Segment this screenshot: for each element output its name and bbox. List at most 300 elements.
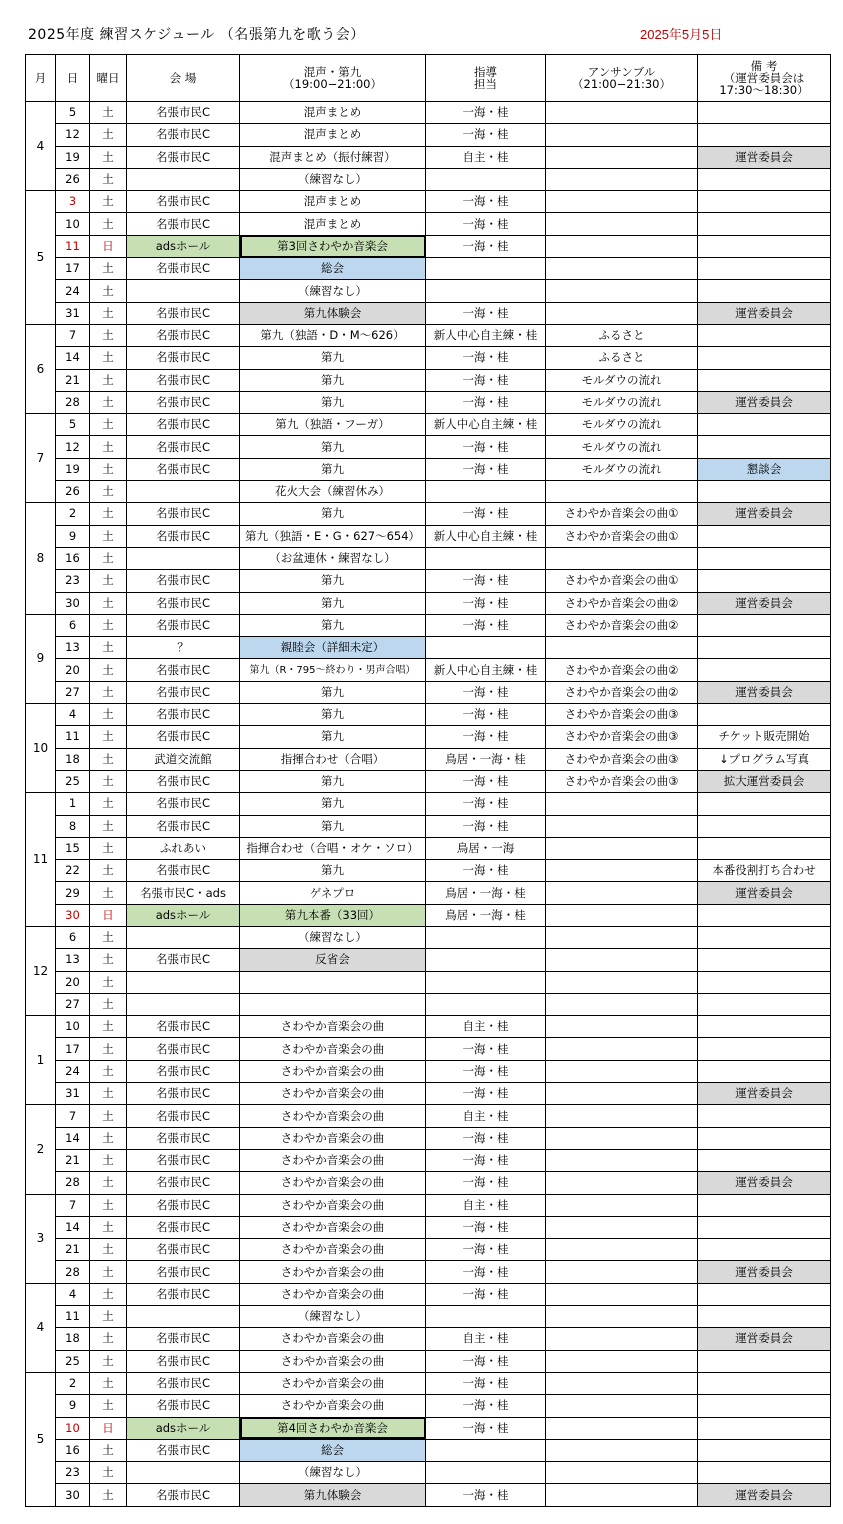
venue-cell (127, 993, 240, 1015)
weekday-cell: 土 (90, 1306, 127, 1328)
instructor-cell: 一海・桂 (426, 570, 546, 592)
notes-cell: 運営委員会 (698, 1261, 831, 1283)
practice-cell: 反省会 (240, 949, 426, 971)
instructor-cell: 一海・桂 (426, 302, 546, 324)
day-cell: 7 (56, 1105, 90, 1127)
day-cell: 12 (56, 124, 90, 146)
instructor-cell: 一海・桂 (426, 1216, 546, 1238)
notes-cell: 運営委員会 (698, 592, 831, 614)
ensemble-cell (546, 926, 698, 948)
practice-cell: （練習なし） (240, 926, 426, 948)
day-cell: 15 (56, 837, 90, 859)
venue-cell: 名張市民C (127, 1083, 240, 1105)
table-row (26, 458, 831, 480)
practice-cell: 総会 (240, 258, 426, 280)
day-cell: 16 (56, 1439, 90, 1461)
instructor-cell: 一海・桂 (426, 614, 546, 636)
notes-cell: 運営委員会 (698, 302, 831, 324)
practice-cell: 第九 (240, 503, 426, 525)
notes-cell (698, 481, 831, 503)
table-row (26, 146, 831, 168)
table-row (26, 748, 831, 770)
ensemble-cell (546, 124, 698, 146)
instructor-cell: 一海・桂 (426, 770, 546, 792)
day-cell: 10 (56, 213, 90, 235)
table-row (26, 949, 831, 971)
practice-cell: 第九（独語・フーガ） (240, 414, 426, 436)
weekday-cell: 土 (90, 1328, 127, 1350)
ensemble-cell: ふるさと (546, 347, 698, 369)
notes-cell: 懇談会 (698, 458, 831, 480)
notes-cell: 運営委員会 (698, 1328, 831, 1350)
notes-cell (698, 235, 831, 257)
notes-cell (698, 1149, 831, 1171)
day-cell: 2 (56, 503, 90, 525)
venue-cell: 名張市民C (127, 258, 240, 280)
venue-cell (127, 280, 240, 302)
ensemble-cell (546, 1462, 698, 1484)
weekday-cell: 土 (90, 1261, 127, 1283)
notes-cell (698, 570, 831, 592)
table-row (26, 1149, 831, 1171)
day-cell: 13 (56, 949, 90, 971)
notes-cell: 本番役割打ち合わせ (698, 860, 831, 882)
weekday-cell: 土 (90, 726, 127, 748)
schedule-table (25, 54, 831, 1507)
ensemble-cell (546, 302, 698, 324)
ensemble-cell (546, 1395, 698, 1417)
ensemble-cell (546, 1350, 698, 1372)
table-row (26, 1372, 831, 1394)
weekday-cell: 土 (90, 1149, 127, 1171)
ensemble-cell: さわやか音楽会の曲① (546, 525, 698, 547)
venue-cell: 名張市民C (127, 458, 240, 480)
day-cell: 17 (56, 1038, 90, 1060)
ensemble-cell (546, 280, 698, 302)
practice-cell: さわやか音楽会の曲 (240, 1239, 426, 1261)
table-row (26, 168, 831, 190)
notes-cell (698, 815, 831, 837)
venue-cell: 名張市民C (127, 1283, 240, 1305)
table-row (26, 1395, 831, 1417)
practice-cell: 指揮合わせ（合唱） (240, 748, 426, 770)
day-cell: 19 (56, 458, 90, 480)
instructor-cell: 一海・桂 (426, 347, 546, 369)
table-row (26, 503, 831, 525)
practice-cell: さわやか音楽会の曲 (240, 1395, 426, 1417)
month-cell: 12 (26, 926, 56, 1015)
day-cell: 5 (56, 102, 90, 124)
practice-cell: 第九 (240, 369, 426, 391)
instructor-cell: 一海・桂 (426, 1172, 546, 1194)
ensemble-cell (546, 1239, 698, 1261)
practice-cell: さわやか音楽会の曲 (240, 1350, 426, 1372)
instructor-cell: 一海・桂 (426, 1372, 546, 1394)
venue-cell: 名張市民C (127, 949, 240, 971)
day-cell: 21 (56, 1149, 90, 1171)
notes-cell: 運営委員会 (698, 882, 831, 904)
day-cell: 4 (56, 704, 90, 726)
instructor-cell: 一海・桂 (426, 1239, 546, 1261)
practice-cell: （練習なし） (240, 168, 426, 190)
venue-cell (127, 168, 240, 190)
notes-cell (698, 614, 831, 636)
header-notes: 備 考 （運営委員会は 17:30〜18:30） (698, 55, 831, 102)
ensemble-cell (546, 1216, 698, 1238)
instructor-cell: 自主・桂 (426, 1194, 546, 1216)
instructor-cell: 一海・桂 (426, 1083, 546, 1105)
notes-cell (698, 102, 831, 124)
notes-cell: 運営委員会 (698, 681, 831, 703)
month-cell: 8 (26, 503, 56, 614)
weekday-cell: 土 (90, 1484, 127, 1506)
day-cell: 14 (56, 1127, 90, 1149)
ensemble-cell: さわやか音楽会の曲③ (546, 770, 698, 792)
table-row (26, 1016, 831, 1038)
instructor-cell: 一海・桂 (426, 1395, 546, 1417)
venue-cell: 名張市民C (127, 1016, 240, 1038)
notes-cell (698, 414, 831, 436)
weekday-cell: 土 (90, 926, 127, 948)
venue-cell: 名張市民C (127, 726, 240, 748)
day-cell: 7 (56, 324, 90, 346)
instructor-cell: 一海・桂 (426, 1149, 546, 1171)
notes-cell: 拡大運営委員会 (698, 770, 831, 792)
practice-cell: さわやか音楽会の曲 (240, 1283, 426, 1305)
weekday-cell: 土 (90, 1462, 127, 1484)
table-row (26, 637, 831, 659)
weekday-cell: 土 (90, 168, 127, 190)
weekday-cell: 土 (90, 1216, 127, 1238)
instructor-cell: 自主・桂 (426, 1328, 546, 1350)
notes-cell (698, 1038, 831, 1060)
practice-cell: 混声まとめ (240, 102, 426, 124)
table-row (26, 1462, 831, 1484)
instructor-cell: 一海・桂 (426, 793, 546, 815)
notes-cell (698, 191, 831, 213)
weekday-cell: 土 (90, 882, 127, 904)
notes-cell (698, 1417, 831, 1439)
ensemble-cell (546, 815, 698, 837)
ensemble-cell (546, 882, 698, 904)
weekday-cell: 土 (90, 258, 127, 280)
notes-cell (698, 1239, 831, 1261)
weekday-cell: 土 (90, 503, 127, 525)
notes-cell (698, 1016, 831, 1038)
instructor-cell (426, 1462, 546, 1484)
ensemble-cell (546, 1149, 698, 1171)
table-row (26, 592, 831, 614)
ensemble-cell (546, 1127, 698, 1149)
practice-cell: 第九（独語・E・G・627〜654） (240, 525, 426, 547)
header-instructor: 指導 担当 (426, 55, 546, 102)
month-cell: 9 (26, 614, 56, 703)
day-cell: 28 (56, 1261, 90, 1283)
table-row (26, 235, 831, 257)
day-cell: 30 (56, 592, 90, 614)
notes-cell (698, 1216, 831, 1238)
ensemble-cell: さわやか音楽会の曲② (546, 681, 698, 703)
venue-cell: ？ (127, 637, 240, 659)
notes-cell (698, 1194, 831, 1216)
venue-cell: 名張市民C (127, 1395, 240, 1417)
day-cell: 18 (56, 1328, 90, 1350)
ensemble-cell (546, 213, 698, 235)
notes-cell (698, 280, 831, 302)
practice-cell: さわやか音楽会の曲 (240, 1038, 426, 1060)
notes-cell: 運営委員会 (698, 1172, 831, 1194)
notes-cell (698, 837, 831, 859)
ensemble-cell (546, 793, 698, 815)
weekday-cell: 土 (90, 1395, 127, 1417)
day-cell: 18 (56, 748, 90, 770)
table-row (26, 837, 831, 859)
day-cell: 10 (56, 1417, 90, 1439)
day-cell: 28 (56, 391, 90, 413)
table-row (26, 1083, 831, 1105)
notes-cell (698, 1283, 831, 1305)
header-row (26, 55, 831, 102)
notes-cell (698, 1395, 831, 1417)
practice-cell: さわやか音楽会の曲 (240, 1194, 426, 1216)
instructor-cell: 一海・桂 (426, 1350, 546, 1372)
day-cell: 25 (56, 770, 90, 792)
venue-cell: 名張市民C (127, 1216, 240, 1238)
instructor-cell (426, 1306, 546, 1328)
venue-cell: 名張市民C (127, 1060, 240, 1082)
venue-cell: 名張市民C (127, 1172, 240, 1194)
venue-cell (127, 481, 240, 503)
day-cell: 22 (56, 860, 90, 882)
instructor-cell: 一海・桂 (426, 1484, 546, 1506)
weekday-cell: 土 (90, 793, 127, 815)
day-cell: 5 (56, 414, 90, 436)
day-cell: 14 (56, 347, 90, 369)
venue-cell: 名張市民C (127, 704, 240, 726)
month-cell: 4 (26, 102, 56, 191)
notes-cell (698, 168, 831, 190)
weekday-cell: 土 (90, 1127, 127, 1149)
month-cell: 7 (26, 414, 56, 503)
practice-cell: さわやか音楽会の曲 (240, 1216, 426, 1238)
ensemble-cell (546, 1194, 698, 1216)
table-row (26, 191, 831, 213)
ensemble-cell: モルダウの流れ (546, 414, 698, 436)
venue-cell: 名張市民C (127, 146, 240, 168)
month-cell: 3 (26, 1194, 56, 1283)
weekday-cell: 土 (90, 414, 127, 436)
instructor-cell (426, 971, 546, 993)
weekday-cell: 土 (90, 347, 127, 369)
instructor-cell: 一海・桂 (426, 391, 546, 413)
day-cell: 21 (56, 369, 90, 391)
instructor-cell: 鳥居・一海・桂 (426, 904, 546, 926)
table-row (26, 1306, 831, 1328)
instructor-cell: 一海・桂 (426, 458, 546, 480)
practice-cell: 第4回さわやか音楽会 (240, 1417, 426, 1439)
practice-cell: 混声まとめ (240, 124, 426, 146)
notes-cell (698, 704, 831, 726)
weekday-cell: 土 (90, 1060, 127, 1082)
weekday-cell: 土 (90, 391, 127, 413)
ensemble-cell (546, 904, 698, 926)
notes-cell: 運営委員会 (698, 1484, 831, 1506)
practice-cell (240, 993, 426, 1015)
practice-cell: さわやか音楽会の曲 (240, 1328, 426, 1350)
venue-cell: 名張市民C (127, 213, 240, 235)
schedule-body (26, 102, 831, 1507)
instructor-cell: 一海・桂 (426, 704, 546, 726)
venue-cell: 名張市民C (127, 1194, 240, 1216)
day-cell: 27 (56, 993, 90, 1015)
instructor-cell: 一海・桂 (426, 235, 546, 257)
ensemble-cell (546, 1283, 698, 1305)
venue-cell: adsホール (127, 1417, 240, 1439)
day-cell: 30 (56, 1484, 90, 1506)
day-cell: 4 (56, 1283, 90, 1305)
notes-cell (698, 369, 831, 391)
table-row (26, 1439, 831, 1461)
month-cell: 5 (26, 1372, 56, 1506)
instructor-cell (426, 547, 546, 569)
weekday-cell: 土 (90, 191, 127, 213)
practice-cell: さわやか音楽会の曲 (240, 1105, 426, 1127)
venue-cell: 名張市民C (127, 815, 240, 837)
weekday-cell: 土 (90, 1172, 127, 1194)
table-row (26, 436, 831, 458)
instructor-cell: 鳥居・一海・桂 (426, 748, 546, 770)
venue-cell: 名張市民C (127, 681, 240, 703)
weekday-cell: 土 (90, 1016, 127, 1038)
table-row (26, 1283, 831, 1305)
practice-cell: 第九 (240, 681, 426, 703)
day-cell: 3 (56, 191, 90, 213)
practice-cell: 第九（R・795〜終わり・男声合唱） (240, 659, 426, 681)
table-row (26, 481, 831, 503)
weekday-cell: 土 (90, 659, 127, 681)
instructor-cell: 新人中心自主練・桂 (426, 659, 546, 681)
venue-cell: ふれあい (127, 837, 240, 859)
instructor-cell: 一海・桂 (426, 1261, 546, 1283)
notes-cell (698, 347, 831, 369)
instructor-cell: 一海・桂 (426, 369, 546, 391)
practice-cell: 親睦会（詳細未定） (240, 637, 426, 659)
instructor-cell: 一海・桂 (426, 860, 546, 882)
day-cell: 8 (56, 815, 90, 837)
notes-cell (698, 124, 831, 146)
table-row (26, 213, 831, 235)
day-cell: 17 (56, 258, 90, 280)
weekday-cell: 土 (90, 949, 127, 971)
table-row (26, 547, 831, 569)
ensemble-cell (546, 1306, 698, 1328)
day-cell: 30 (56, 904, 90, 926)
ensemble-cell (546, 481, 698, 503)
ensemble-cell (546, 102, 698, 124)
table-row (26, 324, 831, 346)
ensemble-cell: モルダウの流れ (546, 436, 698, 458)
instructor-cell: 新人中心自主練・桂 (426, 324, 546, 346)
day-cell: 24 (56, 280, 90, 302)
practice-cell: さわやか音楽会の曲 (240, 1016, 426, 1038)
venue-cell: 名張市民C (127, 1484, 240, 1506)
day-cell: 2 (56, 1372, 90, 1394)
day-cell: 11 (56, 1306, 90, 1328)
practice-cell: 第九 (240, 614, 426, 636)
day-cell: 16 (56, 547, 90, 569)
ensemble-cell (546, 1328, 698, 1350)
ensemble-cell (546, 637, 698, 659)
instructor-cell: 一海・桂 (426, 213, 546, 235)
table-row (26, 726, 831, 748)
practice-cell: 総会 (240, 1439, 426, 1461)
weekday-cell: 土 (90, 102, 127, 124)
day-cell: 7 (56, 1194, 90, 1216)
ensemble-cell (546, 1172, 698, 1194)
practice-cell: さわやか音楽会の曲 (240, 1261, 426, 1283)
day-cell: 11 (56, 235, 90, 257)
practice-cell: （練習なし） (240, 1462, 426, 1484)
ensemble-cell: さわやか音楽会の曲① (546, 503, 698, 525)
table-row (26, 926, 831, 948)
venue-cell (127, 926, 240, 948)
notes-cell (698, 1350, 831, 1372)
instructor-cell (426, 926, 546, 948)
venue-cell: 名張市民C・ads (127, 882, 240, 904)
venue-cell: 名張市民C (127, 414, 240, 436)
table-row (26, 1105, 831, 1127)
ensemble-cell: さわやか音楽会の曲③ (546, 748, 698, 770)
day-cell: 21 (56, 1239, 90, 1261)
instructor-cell: 新人中心自主練・桂 (426, 414, 546, 436)
notes-cell: ↓プログラム写真 (698, 748, 831, 770)
practice-cell: 第九 (240, 570, 426, 592)
instructor-cell (426, 481, 546, 503)
weekday-cell: 土 (90, 704, 127, 726)
day-cell: 31 (56, 1083, 90, 1105)
header-venue: 会 場 (127, 55, 240, 102)
month-cell: 2 (26, 1105, 56, 1194)
day-cell: 29 (56, 882, 90, 904)
weekday-cell: 土 (90, 458, 127, 480)
notes-cell (698, 637, 831, 659)
day-cell: 23 (56, 570, 90, 592)
table-row (26, 815, 831, 837)
instructor-cell (426, 168, 546, 190)
ensemble-cell (546, 993, 698, 1015)
day-cell: 19 (56, 146, 90, 168)
table-row (26, 659, 831, 681)
day-cell: 10 (56, 1016, 90, 1038)
notes-cell (698, 324, 831, 346)
weekday-cell: 土 (90, 860, 127, 882)
weekday-cell: 土 (90, 1239, 127, 1261)
weekday-cell: 土 (90, 1439, 127, 1461)
notes-cell (698, 1372, 831, 1394)
day-cell: 23 (56, 1462, 90, 1484)
notes-cell (698, 793, 831, 815)
day-cell: 25 (56, 1350, 90, 1372)
ensemble-cell (546, 1484, 698, 1506)
weekday-cell: 土 (90, 1194, 127, 1216)
table-row (26, 704, 831, 726)
instructor-cell (426, 993, 546, 1015)
weekday-cell: 日 (90, 904, 127, 926)
instructor-cell (426, 949, 546, 971)
notes-cell (698, 213, 831, 235)
ensemble-cell (546, 1038, 698, 1060)
weekday-cell: 土 (90, 481, 127, 503)
